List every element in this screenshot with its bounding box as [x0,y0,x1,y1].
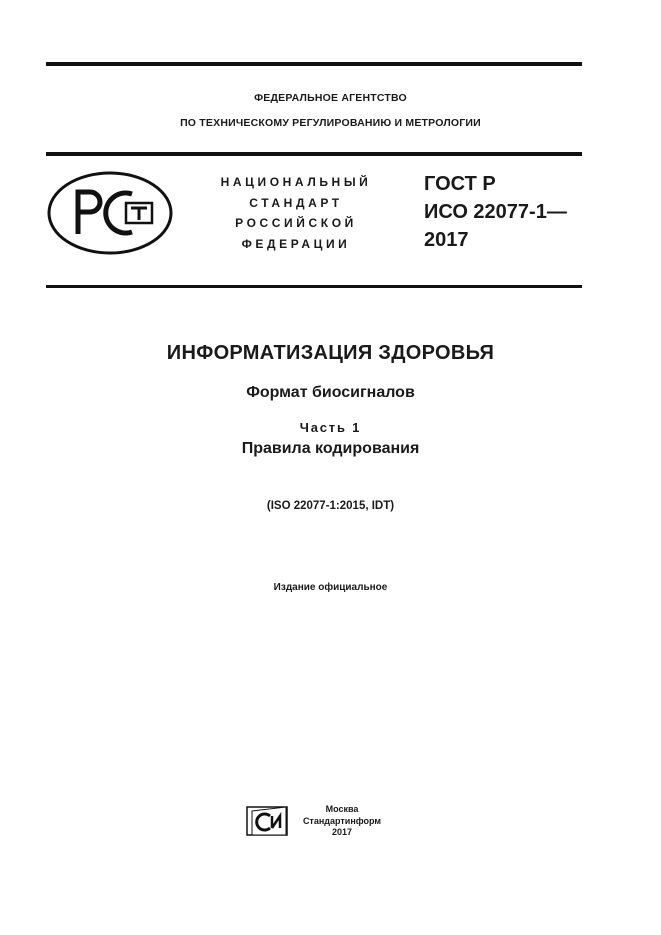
publisher-block [296,804,388,839]
document-title: ИНФОРМАТИЗАЦИЯ ЗДОРОВЬЯ [166,342,495,364]
middle-rule [46,152,582,156]
national-standard-line-3: РОССИЙСКОЙ [235,216,357,230]
standard-designation [424,170,567,254]
publisher-city: Москва [325,804,359,814]
document-part-title: Правила кодирования [241,440,420,457]
national-standard-line-2: СТАНДАРТ [249,195,343,210]
designation-line-3: 2017 [424,229,469,251]
rst-certification-mark-icon [46,170,174,256]
lower-rule [46,285,582,288]
edition-note: Издание официальное [273,582,388,593]
top-rule [46,62,582,66]
designation-line-2: ИСО 22077-1— [424,201,567,223]
iso-reference: (ISO 22077-1:2015, IDT) [266,500,395,512]
national-standard-block [196,172,396,254]
document-part: Часть 1 [299,420,362,435]
agency-line-1: ФЕДЕРАЛЬНОЕ АГЕНТСТВО [254,92,407,104]
publisher-name: Стандартинформ [302,815,382,826]
national-standard-line-1: НАЦИОНАЛЬНЫЙ [220,175,372,189]
publisher-year: 2017 [331,827,353,837]
designation-line-1: ГОСТ Р [424,173,496,195]
standartinform-logo-icon [246,805,290,837]
national-standard-line-4: ФЕДЕРАЦИИ [241,236,351,251]
document-subtitle: Формат биосигналов [246,384,415,401]
agency-line-2: ПО ТЕХНИЧЕСКОМУ РЕГУЛИРОВАНИЮ И МЕТРОЛОГИИ [180,117,481,129]
